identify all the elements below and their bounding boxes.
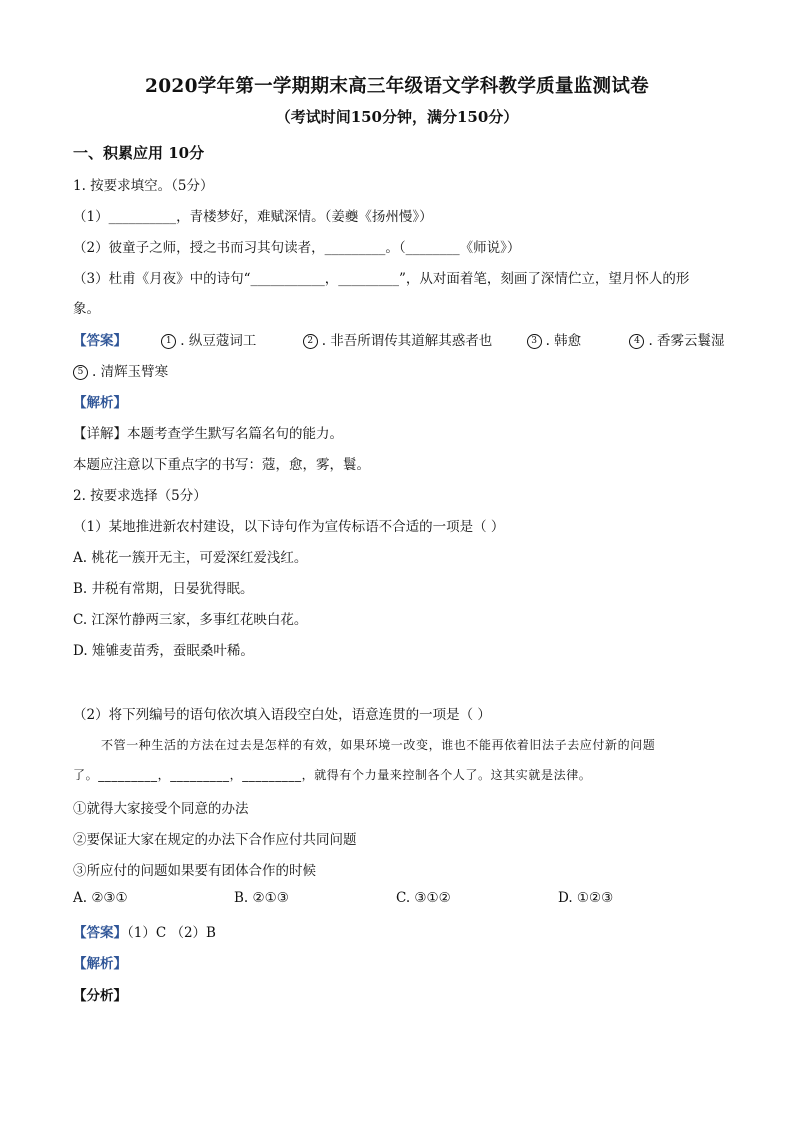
sentence-3: ③所应付的问题如果要有团体合作的时候	[73, 863, 316, 879]
option-b: B. 井税有常期，日晏犹得眠。	[73, 581, 254, 597]
answer-item: 1 . 纵豆蔻词工	[161, 329, 256, 349]
option-d: D. 雉雊麦苗秀，蚕眠桑叶稀。	[73, 643, 254, 659]
option-c: C. 江深竹静两三家，多事红花映白花。	[73, 612, 308, 628]
question-2-answer: 【答案】（1）C （2）B	[73, 925, 216, 941]
question-1-answer-row	[73, 329, 723, 349]
question-1-item-1: （1）__________，青楼梦好，难赋深情。（姜夔《扬州慢》）	[73, 209, 433, 225]
question-1-item-3: （3）杜甫《月夜》中的诗句“___________，_________”，从对面着笔，刻画了深情伫立，望月怀人的形	[73, 271, 690, 287]
question-1-item-3-cont: 象。	[73, 301, 100, 317]
choice-d: D. ①②③	[558, 890, 614, 906]
section-heading: 一、积累应用 10分	[73, 144, 205, 162]
page-title: 2020学年第一学期期末高三年级语文学科教学质量监测试卷	[145, 76, 649, 97]
choice-a: A. ②③①	[73, 890, 128, 906]
option-a: A. 桃花一簇开无主，可爱深红爱浅红。	[73, 550, 308, 566]
detail-text: 【详解】本题考查学生默写名篇名句的能力。	[73, 426, 343, 442]
question-1-item-2: （2）彼童子之师，授之书而习其句读者，_________。（________《师说》）	[73, 240, 521, 256]
question-2-analysis-tag: 【解析】	[73, 956, 127, 972]
sentence-1: ①就得大家接受个同意的办法	[73, 801, 249, 817]
page-subtitle: （考试时间150分钟，满分150分）	[275, 108, 519, 126]
passage-line-2: 了。_________，_________，_________，就得有个力量来控制各个人了。这其实就是法律。	[73, 768, 592, 782]
choice-c: C. ③①②	[396, 890, 451, 906]
question-1-stem: 1. 按要求填空。（5分）	[73, 178, 214, 194]
choice-b: B. ②①③	[234, 890, 289, 906]
answer-tag: 【答案】	[73, 333, 127, 349]
question-2-fenxi-tag: 【分析】	[73, 988, 127, 1004]
question-2-sub-2: （2）将下列编号的语句依次填入语段空白处，语意连贯的一项是（ ）	[73, 707, 491, 723]
passage-line-1: 不管一种生活的方法在过去是怎样的有效，如果环境一改变，谁也不能再依着旧法子去应付新的问题	[101, 738, 656, 752]
question-2-sub-1: （1）某地推进新农村建设，以下诗句作为宣传标语不合适的一项是（ ）	[73, 519, 505, 535]
answer-item: 2 . 非吾所谓传其道解其惑者也	[303, 329, 493, 349]
question-2-stem: 2. 按要求选择（5分）	[73, 488, 207, 504]
answer-item: 3 . 韩愈	[527, 329, 582, 349]
answer-item: 4 . 香雾云鬟湿	[629, 329, 724, 349]
note-text: 本题应注意以下重点字的书写：蔻，愈，雾，鬟。	[73, 457, 370, 473]
analysis-tag: 【解析】	[73, 395, 127, 411]
question-1-answer-5: 5 . 清辉玉臂寒	[73, 360, 168, 380]
sentence-2: ②要保证大家在规定的办法下合作应付共同问题	[73, 832, 357, 848]
